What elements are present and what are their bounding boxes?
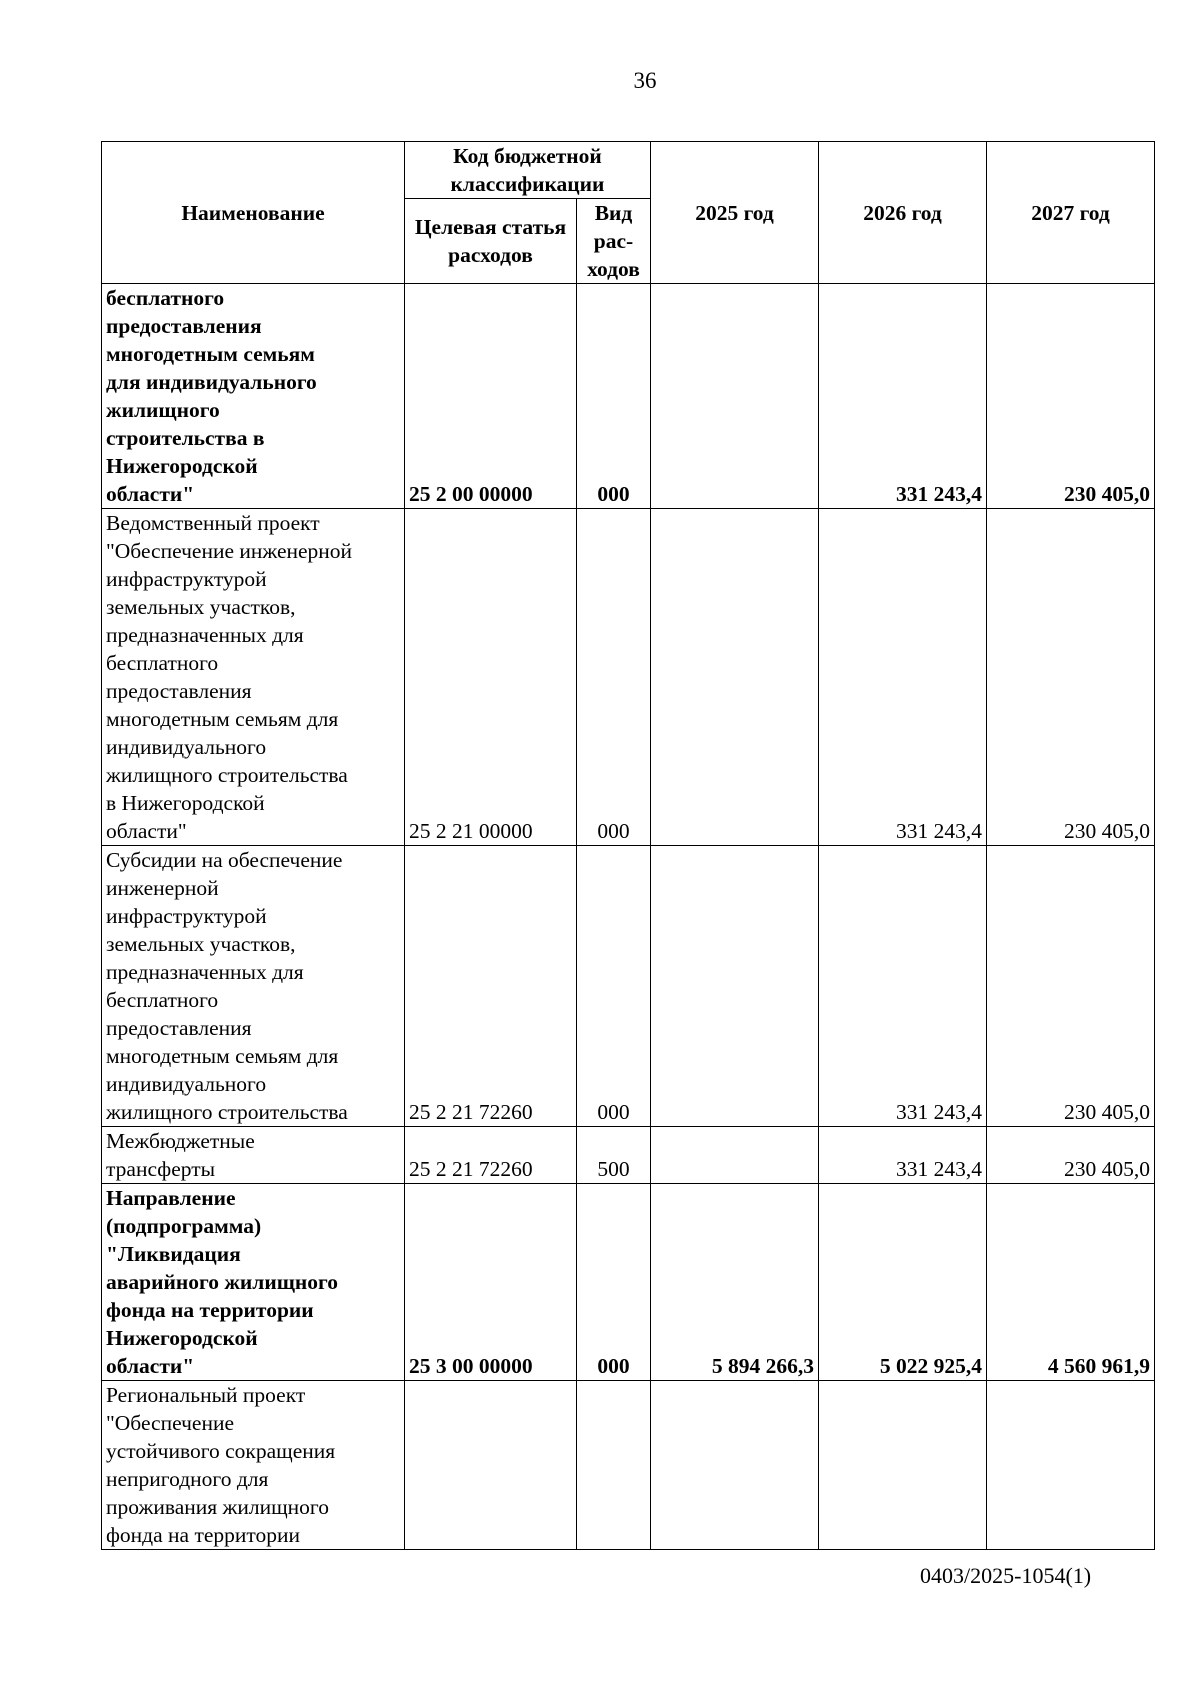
row-amount-2025: 5 894 266,3 (651, 1184, 819, 1381)
row-name (102, 1127, 405, 1184)
header-2027: 2027 год (987, 142, 1155, 284)
row-amount-2026: 331 243,4 (819, 1127, 987, 1184)
table-body (102, 284, 1155, 1550)
row-target-code: 25 3 00 00000 (405, 1184, 577, 1381)
table-row (102, 284, 1155, 509)
table-row (102, 1184, 1155, 1381)
header-2026: 2026 год (819, 142, 987, 284)
row-name (102, 1381, 405, 1550)
row-expense-kind (577, 1381, 651, 1550)
header-target: Целевая статья расходов (405, 199, 577, 284)
header-row (102, 142, 1155, 199)
row-amount-2026 (819, 1381, 987, 1550)
row-name (102, 846, 405, 1127)
page-number: 36 (633, 68, 657, 93)
row-amount-2025 (651, 1381, 819, 1550)
row-name-text: Направление (подпрограмма) "Ликвидация аварийного жилищного фонда на территории Нижегородской области" (106, 1186, 339, 1378)
row-name-text: Субсидии на обеспечение инженерной инфраструктурой земельных участков, предназначенных для бесплатного предоставления многодетным семьям для индивидуального жилищного строительства (106, 848, 348, 1124)
budget-table (101, 141, 1155, 1550)
table-row (102, 1381, 1155, 1550)
row-amount-2026: 5 022 925,4 (819, 1184, 987, 1381)
row-name (102, 284, 405, 509)
header-2025: 2025 год (651, 142, 819, 284)
document-code: 0403/2025-1054(1) (920, 1563, 1092, 1588)
row-name-text: Ведомственный проект "Обеспечение инженерной инфраструктурой земельных участков, предназначенных для бесплатного предоставления многодетным семьям для индивидуального жилищного строительства в Нижегородской области" (106, 511, 353, 843)
row-amount-2025 (651, 284, 819, 509)
row-name (102, 1184, 405, 1381)
row-target-code: 25 2 00 00000 (405, 284, 577, 509)
row-amount-2026: 331 243,4 (819, 509, 987, 846)
row-expense-kind: 000 (577, 509, 651, 846)
header-name: Наименование (102, 142, 405, 284)
row-name-text: Региональный проект "Обеспечение устойчивого сокращения непригодного для проживания жилищного фонда на территории (106, 1383, 336, 1547)
row-expense-kind: 000 (577, 846, 651, 1127)
row-amount-2027: 230 405,0 (987, 846, 1155, 1127)
row-amount-2026: 331 243,4 (819, 284, 987, 509)
row-amount-2027: 230 405,0 (987, 284, 1155, 509)
row-amount-2025 (651, 846, 819, 1127)
row-amount-2027 (987, 1381, 1155, 1550)
row-amount-2027: 230 405,0 (987, 1127, 1155, 1184)
header-kind: Вид рас-ходов (577, 199, 651, 284)
row-amount-2025 (651, 509, 819, 846)
row-amount-2026: 331 243,4 (819, 846, 987, 1127)
row-amount-2027: 4 560 961,9 (987, 1184, 1155, 1381)
row-name-text: бесплатного предоставления многодетным семьям для индивидуального жилищного строительства в Нижегородской области" (106, 286, 317, 506)
row-name (102, 509, 405, 846)
row-expense-kind: 500 (577, 1127, 651, 1184)
row-name-text: Межбюджетные трансферты (106, 1129, 255, 1181)
row-amount-2027: 230 405,0 (987, 509, 1155, 846)
row-target-code: 25 2 21 72260 (405, 846, 577, 1127)
row-expense-kind: 000 (577, 1184, 651, 1381)
row-target-code (405, 1381, 577, 1550)
header-code-group: Код бюджетной классификации (405, 142, 651, 199)
row-amount-2025 (651, 1127, 819, 1184)
row-target-code: 25 2 21 00000 (405, 509, 577, 846)
table-row (102, 846, 1155, 1127)
table-row (102, 1127, 1155, 1184)
row-expense-kind: 000 (577, 284, 651, 509)
row-target-code: 25 2 21 72260 (405, 1127, 577, 1184)
table-row (102, 509, 1155, 846)
